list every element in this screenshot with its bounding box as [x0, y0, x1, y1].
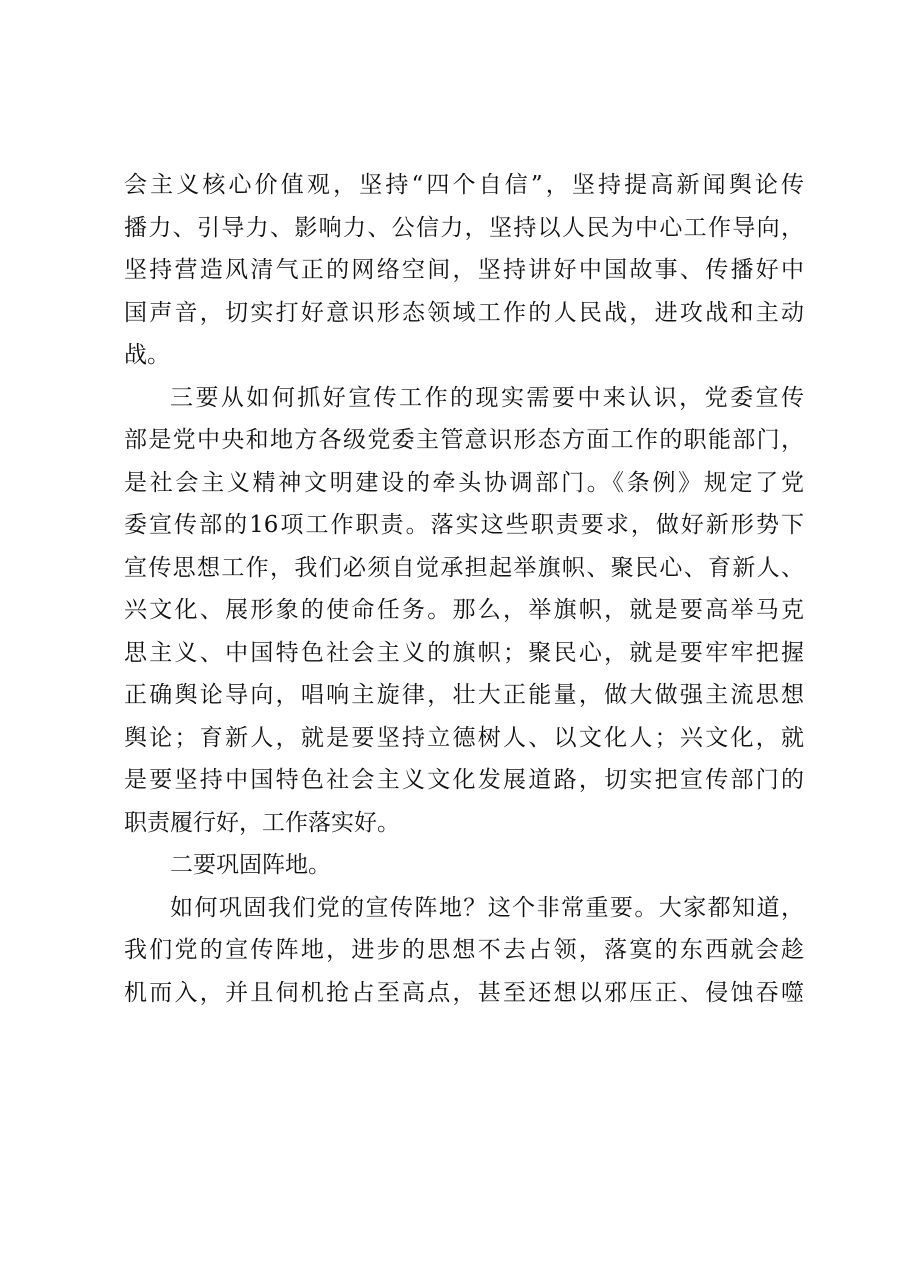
text-line: 职责履行好，工作落实好。	[124, 809, 400, 836]
text-line: 二要巩固阵地。	[170, 852, 331, 878]
text-line: 会主义核心价值观，坚持“四个自信”，坚持提高新闻舆论传	[124, 172, 804, 198]
text-line: 如何巩固我们党的宣传阵地？这个非常重要。大家都知道，	[170, 894, 804, 921]
paragraph	[124, 377, 804, 845]
text-line: 舆论；育新人，就是要坚持立德树人、以文化人；兴文化，就	[124, 724, 804, 751]
text-line: 是社会主义精神文明建设的牵头协调部门。《条例》规定了党	[124, 469, 804, 496]
paragraph	[124, 164, 804, 377]
text-line: 战。	[124, 342, 170, 368]
text-line: 部是党中央和地方各级党委主管意识形态方面工作的职能部门，	[124, 427, 804, 453]
paragraph	[124, 887, 804, 1015]
text-line: 我们党的宣传阵地，进步的思想不去占领，落寞的东西就会趁	[124, 937, 804, 963]
paragraph	[124, 844, 804, 887]
text-line: 坚持营造风清气正的网络空间，坚持讲好中国故事、传播好中	[124, 257, 804, 283]
text-line: 三要从如何抓好宣传工作的现实需要中来认识，党委宣传	[170, 384, 804, 411]
text-line: 国声音，切实打好意识形态领域工作的人民战，进攻战和主动	[124, 299, 804, 326]
text-line: 思主义、中国特色社会主义的旗帜；聚民心，就是要牢牢把握	[124, 639, 804, 666]
text-line: 播力、引导力、影响力、公信力，坚持以人民为中心工作导向，	[124, 214, 804, 241]
text-line: 委宣传部的16项工作职责。落实这些职责要求，做好新形势下	[124, 512, 804, 538]
text-line: 宣传思想工作，我们必须自觉承担起举旗帜、聚民心、育新人、	[124, 554, 804, 581]
text-line: 是要坚持中国特色社会主义文化发展道路，切实把宣传部门的	[124, 767, 804, 793]
document-body	[124, 164, 804, 1014]
text-line: 机而入，并且伺机抢占至高点，甚至还想以邪压正、侵蚀吞噬	[124, 979, 804, 1006]
text-line: 兴文化、展形象的使命任务。那么，举旗帜，就是要高举马克	[124, 597, 804, 623]
text-line: 正确舆论导向，唱响主旋律，壮大正能量，做大做强主流思想	[124, 682, 804, 708]
